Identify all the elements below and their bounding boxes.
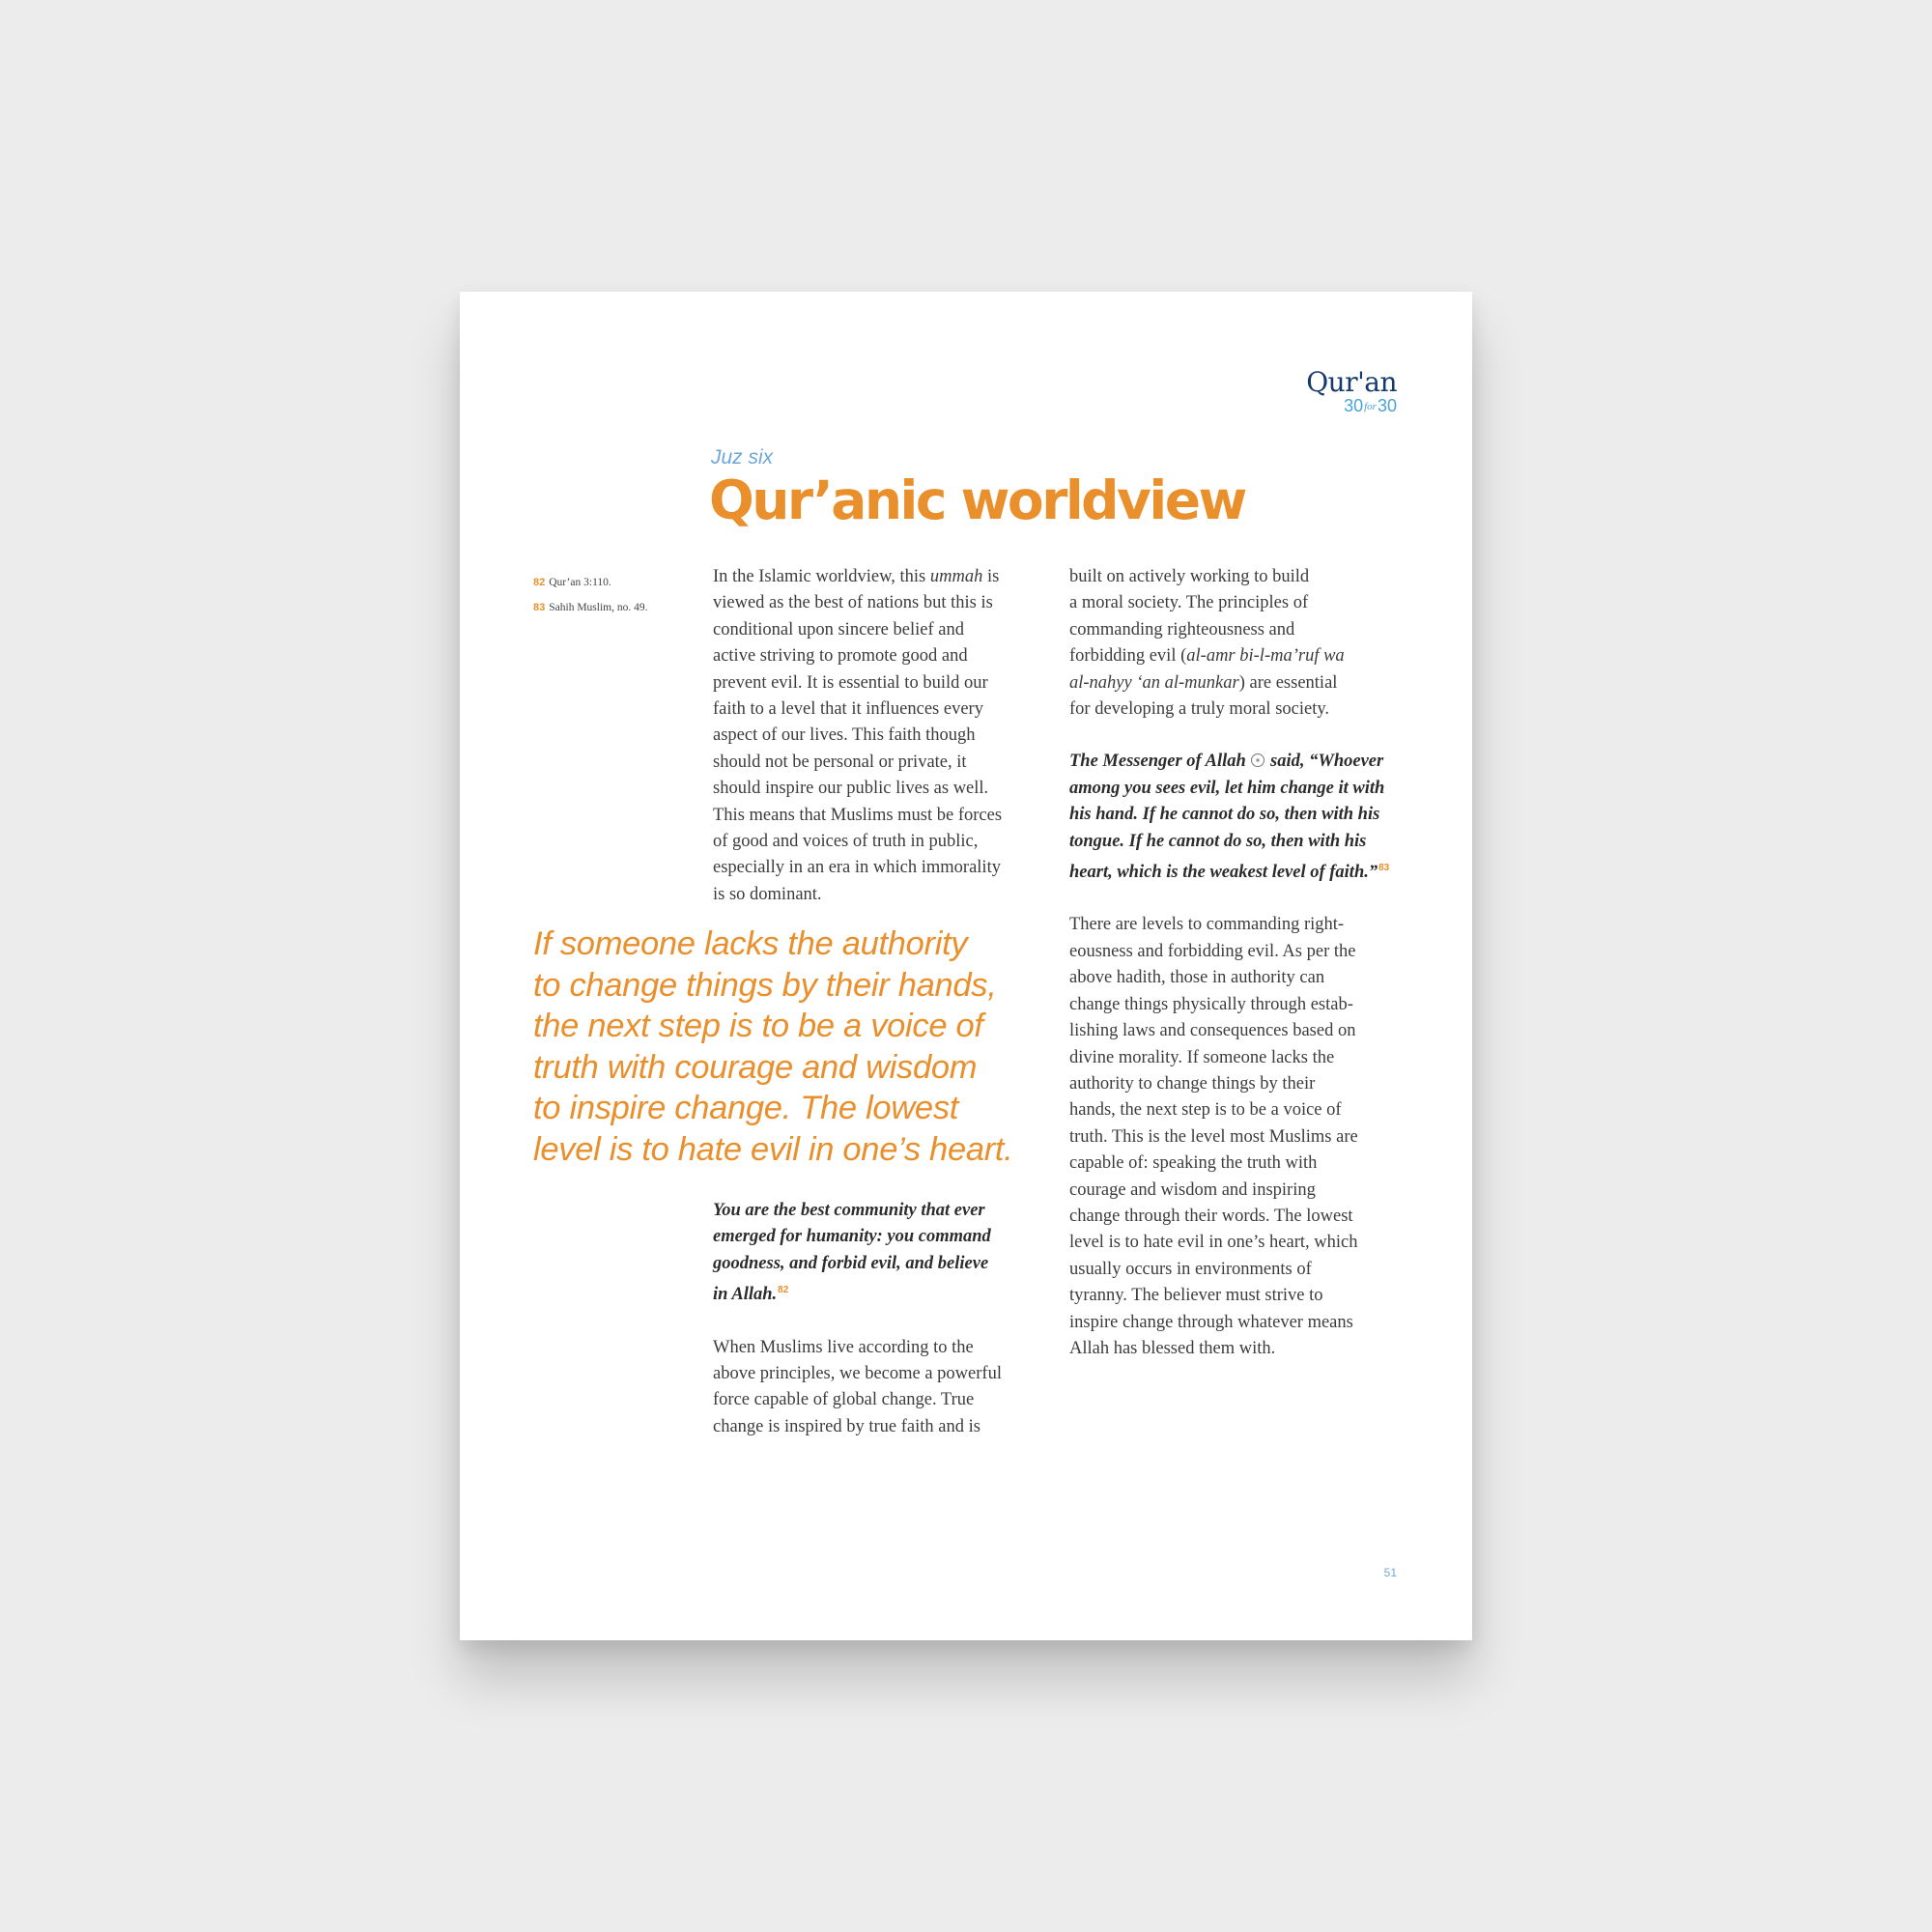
document-page bbox=[460, 292, 1472, 1640]
body-column-right bbox=[1069, 564, 1407, 1362]
page-title: Qur’anic worldview bbox=[709, 469, 1245, 531]
footnote-ref: 83 bbox=[1378, 863, 1390, 874]
pull-quote: If someone lacks the authority to change things by their hands, the next step is to be a voice of truth with courage and wisdom to inspire change. The lowest level is to hate evil in one’s heart. bbox=[533, 925, 1013, 1168]
body-paragraph: In the Islamic worldview, this ummah is viewed as the best of nations but this is conditional upon sincere belief and active striving to promote good and prevent evil. It is essential to build our faith to a level that it influences every aspect of our lives. This faith though should not be personal or private, it should inspire our public lives as well. This means that Muslims must be forces of good and voices of truth in public, especially in an era in which immorality is so dominant. bbox=[713, 567, 1003, 904]
body-paragraph: There are levels to commanding right- eousness and forbidding evil. As per the above hadith, those in authority can change things physically through estab- lishing laws and consequences based on divine morality. If someone lacks the authority to change things by their hands, the next step is to be a voice of truth. This is the level most Muslims are capable of: speaking the truth with courage and wisdom and inspiring change through their words. The lowest level is to hate evil in one’s heart, which usually occurs in environments of tyranny. The believer must strive to inspire change through whatever means Allah has blessed them with. bbox=[1069, 915, 1358, 1358]
section-kicker: Juz six bbox=[711, 446, 774, 469]
logo-wordmark: Qur'an bbox=[1306, 366, 1397, 398]
logo-subtitle: 30for30 bbox=[1344, 396, 1397, 415]
quran-quote: You are the best community that ever emerged for humanity: you command goodness, and forbid evil, and believe in Allah.$^{82}$ bbox=[713, 1201, 991, 1305]
footnotes bbox=[533, 570, 647, 620]
quran-30-for-30-logo bbox=[1306, 366, 1397, 415]
body-paragraph: built on actively working to build a moral society. The principles of commanding righteousness and forbidding evil (al-amr bi-l-ma’ruf wa al-nahyy ‘an al-munkar) are essential for developing a truly moral society. bbox=[1069, 567, 1345, 720]
footnote-ref: 82 bbox=[778, 1285, 789, 1296]
body-paragraph: When Muslims live according to the above principles, we become a powerful force capable of global change. True change is inspired by true faith and is bbox=[713, 1337, 1002, 1436]
body-column-left-bottom bbox=[713, 1198, 1041, 1440]
salutation-icon bbox=[1251, 753, 1264, 767]
page-number: 51 bbox=[1383, 1566, 1397, 1579]
body-column-left-top bbox=[713, 564, 1041, 908]
footnote: 82 Qur’an 3:110. bbox=[533, 577, 611, 588]
hadith-quote: The Messenger of Allah said, “Whoever among you sees evil, let him change it with his hand. If he cannot do so, then with his tongue. If he cannot do so, then with his heart, which is the weakest level of faith.”$^{83}$ bbox=[1069, 752, 1390, 883]
footnote: 83 Sahih Muslim, no. 49. bbox=[533, 602, 648, 613]
